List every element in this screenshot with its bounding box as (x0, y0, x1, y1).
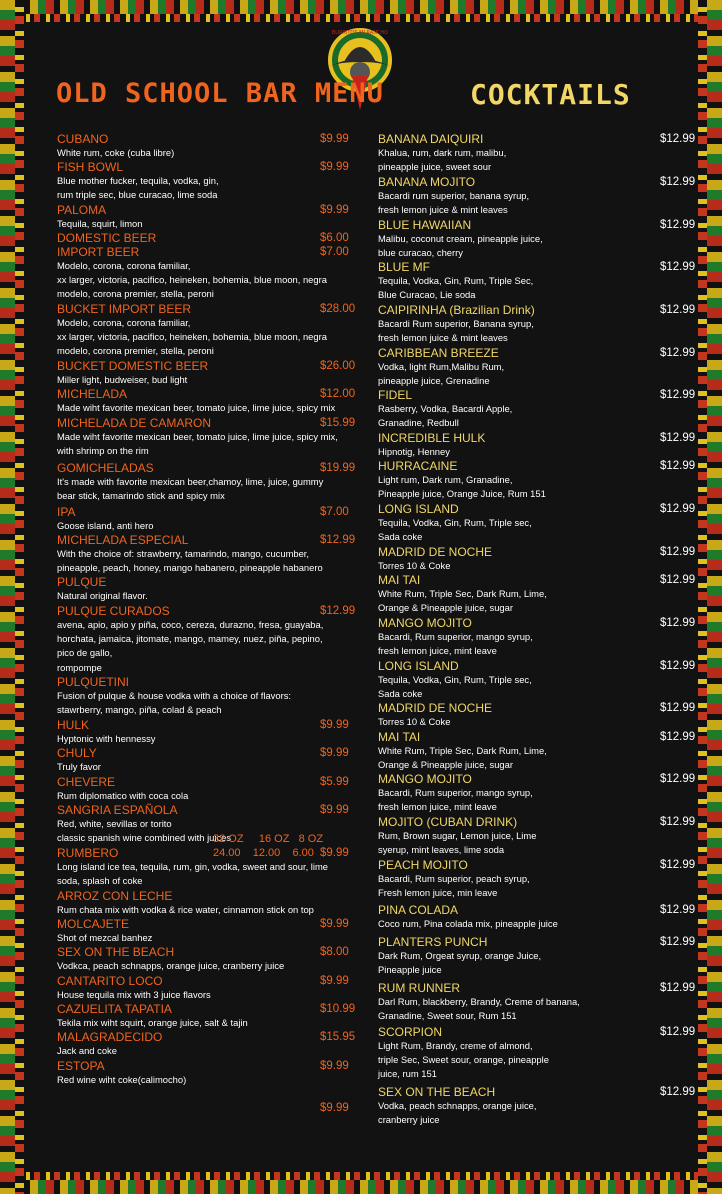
menu-item (57, 231, 357, 245)
item-price: $12.99 (660, 904, 696, 916)
item-price: $9.99 (320, 204, 349, 216)
menu-item (378, 502, 700, 544)
item-name: FIDEL (378, 388, 413, 402)
item-description: Truly favor (57, 761, 101, 772)
item-price: $9.99 (320, 918, 349, 930)
menu-item (57, 505, 357, 533)
item-name: SEX ON THE BEACH (378, 1085, 496, 1099)
item-name: BLUE MF (378, 260, 431, 274)
item-price: $28.00 (320, 303, 356, 315)
menu-item (378, 858, 700, 900)
item-description: Rum chata mix with vodka & rice water, cinnamon stick on top (57, 904, 314, 915)
item-name: PULQUE CURADOS (57, 604, 170, 618)
item-name: PULQUE (57, 575, 107, 589)
item-name: IMPORT BEER (57, 245, 140, 259)
item-description: Modelo, corona, corona familiar, xx larger, victoria, pacifico, heineken, bohemia, blue moon, negra modelo, corona premier, stella, peroni (57, 260, 327, 300)
menu-item (57, 974, 357, 1002)
item-name: PALOMA (57, 203, 107, 217)
item-name: PULQUETINI (57, 675, 130, 689)
menu-item (57, 746, 357, 774)
item-description: It's made with favorite mexican beer,chamoy, lime, juice, gummy bear stick, tamarindo stick and spicy mix (57, 476, 324, 502)
menu-item (378, 1085, 700, 1127)
item-price: $9.99 (320, 975, 349, 987)
menu-item (378, 815, 700, 857)
item-name: MOLCAJETE (57, 917, 130, 931)
item-name: CHEVERE (57, 775, 116, 789)
menu-item (57, 387, 357, 415)
item-name: MOJITO (CUBAN DRINK) (378, 815, 518, 829)
item-name: LONG ISLAND (378, 502, 459, 516)
item-name: HULK (57, 718, 90, 732)
item-name: MALAGRADECIDO (57, 1030, 163, 1044)
item-name: DOMESTIC BEER (57, 231, 157, 245)
item-description: House tequila mix with 3 juice flavors (57, 989, 211, 1000)
item-name: SEX ON THE BEACH (57, 945, 175, 959)
item-description: Light Rum, Brandy, creme of almond, triple Sec, Sweet sour, orange, pineapple juice, rum 151 (378, 1040, 549, 1080)
item-description: Modelo, corona, corona familiar, xx larger, victoria, pacifico, heineken, bohemia, blue moon, negra modelo, corona premier, stella, peroni (57, 317, 327, 357)
menu-item (378, 132, 700, 174)
menu-item (57, 575, 357, 603)
item-name: MADRID DE NOCHE (378, 545, 493, 559)
item-description: White rum, coke (cuba libre) (57, 147, 175, 158)
menu-item (378, 175, 700, 217)
item-name: HURRACAINE (378, 459, 458, 473)
item-name: BUCKET DOMESTIC BEER (57, 359, 209, 373)
item-description: Darl Rum, blackberry, Brandy, Creme of banana, Granadine, Sweet sour, Rum 151 (378, 996, 580, 1022)
item-price: $12.99 (660, 574, 696, 586)
item-price: $12.99 (660, 389, 696, 401)
item-description: White Rum, Triple Sec, Dark Rum, Lime, Orange & Pineapple juice, sugar (378, 745, 547, 771)
menu-item (57, 416, 357, 458)
menu-item (57, 533, 357, 575)
item-price: $9.99 (320, 804, 349, 816)
item-name: FISH BOWL (57, 160, 124, 174)
item-price: $26.00 (320, 360, 356, 372)
menu-item (378, 545, 700, 573)
item-description: avena, apio, apio y piña, coco, cereza, durazno, fresa, guayaba, horchata, jamaica, jitomate, mango, mamey, nuez, piña, pepino, pico de gallo, rompompe (57, 619, 324, 673)
item-description: Light rum, Dark rum, Granadine, Pineapple juice, Orange Juice, Rum 151 (378, 474, 546, 500)
item-price: $12.99 (660, 1026, 696, 1038)
item-description: Tequila, Vodka, Gin, Rum, Triple sec, Sada coke (378, 517, 532, 543)
item-name: CUBANO (57, 132, 109, 146)
item-description: Blue mother fucker, tequila, vodka, gin, rum triple sec, blue curacao, lime soda (57, 175, 219, 201)
menu-item (378, 303, 700, 345)
item-price: $15.95 (320, 1031, 356, 1043)
item-description: Miller light, budweiser, bud light (57, 374, 188, 385)
item-description: Fusion of pulque & house vodka with a choice of flavors: stawrberry, mango, piña, colad & peach (57, 690, 291, 716)
item-description: Long island ice tea, tequila, rum, gin, vodka, sweet and sour, lime soda, splash of coke (57, 861, 328, 887)
menu-item (57, 718, 357, 746)
item-price: $12.99 (660, 617, 696, 629)
menu-item (378, 218, 700, 260)
menu-item (378, 431, 700, 459)
logo-text: BURRITOS MI RANCHO (331, 30, 389, 36)
item-price: $12.99 (660, 859, 696, 871)
item-description: Hipnotig, Henney (378, 446, 450, 457)
item-name: PINA COLADA (378, 903, 459, 917)
item-name: BANANA MOJITO (378, 175, 476, 189)
sizes-prices: 24.00 12.00 6.00 (213, 847, 314, 859)
decorative-border-right (698, 0, 722, 1194)
menu-item (57, 245, 357, 302)
item-description: Torres 10 & Coke (378, 560, 451, 571)
item-name: MANGO MOJITO (378, 772, 472, 786)
menu-item (378, 616, 700, 658)
item-price: $12.99 (660, 816, 696, 828)
item-price: $9.99 (320, 847, 349, 859)
menu-item (57, 1030, 357, 1058)
item-price: $12.99 (660, 304, 696, 316)
item-name: MANGO MOJITO (378, 616, 472, 630)
item-description: Torres 10 & Coke (378, 716, 451, 727)
menu-item (57, 160, 357, 202)
menu-item (57, 604, 357, 675)
item-price: $12.99 (320, 605, 356, 617)
item-description: Vodka, light Rum,Malibu Rum, pineapple juice, Grenadine (378, 361, 505, 387)
item-name: LONG ISLAND (378, 659, 459, 673)
item-price: $12.99 (660, 731, 696, 743)
item-name: ARROZ CON LECHE (57, 889, 173, 903)
item-name: CARIBBEAN BREEZE (378, 346, 499, 360)
item-description: Bacardi, Rum superior, mango syrup, fresh lemon juice, mint leave (378, 631, 533, 657)
item-description: Goose island, anti hero (57, 520, 154, 531)
menu-item (378, 388, 700, 430)
item-name: GOMICHELADAS (57, 461, 154, 475)
item-name: MAI TAI (378, 573, 421, 587)
item-name: ESTOPA (57, 1059, 105, 1073)
item-price: $12.99 (660, 660, 696, 672)
item-description: Malibu, coconut cream, pineapple juice, blue curacao, cherry (378, 233, 543, 259)
item-name: CAIPIRINHA (Brazilian Drink) (378, 303, 535, 317)
item-price: $9.99 (320, 719, 349, 731)
item-price: $12.99 (660, 133, 696, 145)
menu-item (57, 675, 357, 717)
item-price: $9.99 (320, 161, 349, 173)
sangria-size-prices (213, 832, 323, 860)
menu-item (57, 917, 357, 945)
menu-item (378, 903, 700, 931)
item-name: BANANA DAIQUIRI (378, 132, 484, 146)
item-name: INCREDIBLE HULK (378, 431, 486, 445)
item-name: MICHELADA (57, 387, 128, 401)
item-description: Bacardi, Rum superior, mango syrup, fresh lemon juice, mint leave (378, 787, 533, 813)
menu-item (378, 573, 700, 615)
item-name: CANTARITO LOCO (57, 974, 163, 988)
item-price: $12.99 (660, 219, 696, 231)
menu-item (378, 981, 700, 1023)
item-price: $12.99 (660, 982, 696, 994)
menu-item (57, 132, 357, 160)
item-description: Tequila, squirt, limon (57, 218, 143, 229)
item-price: $12.99 (660, 460, 696, 472)
menu-item (378, 772, 700, 814)
item-description: White Rum, Triple Sec, Dark Rum, Lime, Orange & Pineapple juice, sugar (378, 588, 547, 614)
item-name: MICHELADA ESPECIAL (57, 533, 189, 547)
item-description: Natural original flavor. (57, 590, 148, 601)
item-description: Made wiht favorite mexican beer, tomato juice, lime juice, spicy mix (57, 402, 336, 413)
item-name: BUCKET IMPORT BEER (57, 302, 192, 316)
item-price: $7.00 (320, 246, 349, 258)
item-price: $12.99 (660, 773, 696, 785)
menu-title: OLD SCHOOL BAR MENU (56, 78, 384, 109)
item-price: $10.99 (320, 1003, 356, 1015)
item-name: MADRID DE NOCHE (378, 701, 493, 715)
menu-item (57, 945, 357, 973)
item-price: $7.00 (320, 506, 349, 518)
item-price: $15.99 (320, 417, 356, 429)
item-price: $5.99 (320, 776, 349, 788)
menu-item (57, 889, 357, 917)
item-description: Bacardi Rum superior, Banana syrup, fresh lemon juice & mint leaves (378, 318, 534, 344)
menu-item (57, 203, 357, 231)
menu-item (378, 730, 700, 772)
menu-item (378, 935, 700, 977)
item-name: RUMBERO (57, 846, 119, 860)
item-description: Tekila mix wiht squirt, orange juice, salt & tajin (57, 1017, 248, 1028)
item-description: Red wine wiht coke(calimocho) (57, 1074, 187, 1085)
menu-item (378, 260, 700, 302)
item-name: PLANTERS PUNCH (378, 935, 488, 949)
item-name: IPA (57, 505, 76, 519)
trailing-price: $9.99 (320, 1102, 349, 1114)
item-price: $6.00 (320, 232, 349, 244)
menu-item (57, 359, 357, 387)
item-price: $9.99 (320, 1060, 349, 1072)
item-description: Tequila, Vodka, Gin, Rum, Triple sec, Sada coke (378, 674, 532, 700)
item-name: PEACH MOJITO (378, 858, 468, 872)
item-description: Made wiht favorite mexican beer, tomato juice, lime juice, spicy mix, with shrimp on the rim (57, 431, 338, 457)
item-name: SCORPION (378, 1025, 443, 1039)
item-price: $12.99 (660, 432, 696, 444)
item-description: Vodkca, peach schnapps, orange juice, cranberry juice (57, 960, 285, 971)
item-description: Shot of mezcal banhez (57, 932, 153, 943)
item-description: Red, white, sevillas or torito classic spanish wine combined with juices (57, 818, 232, 844)
item-name: SANGRIA ESPAÑOLA (57, 803, 178, 817)
item-name: CAZUELITA TAPATIA (57, 1002, 172, 1016)
menu-item (378, 1025, 700, 1082)
item-name: MICHELADA DE CAMARON (57, 416, 212, 430)
item-price: $12.99 (660, 347, 696, 359)
item-price: $12.99 (660, 261, 696, 273)
item-description: Khalua, rum, dark rum, malibu, pineapple juice, sweet sour (378, 147, 507, 173)
item-price: $8.00 (320, 946, 349, 958)
decorative-border-left (0, 0, 24, 1194)
sizes-labels: 32 OZ 16 OZ 8 OZ (213, 833, 324, 845)
menu-item (378, 659, 700, 701)
item-description: Rasberry, Vodka, Bacardi Apple, Granadine, Redbull (378, 403, 513, 429)
item-description: Coco rum, Pina colada mix, pineapple juice (378, 918, 558, 929)
cocktails-title: COCKTAILS (470, 78, 631, 111)
decorative-border-bottom (0, 1172, 722, 1194)
menu-item (57, 775, 357, 803)
item-description: Jack and coke (57, 1045, 117, 1056)
item-description: Bacardi, Rum superior, peach syrup, Fresh lemon juice, min leave (378, 873, 530, 899)
item-price: $9.99 (320, 747, 349, 759)
item-price: $19.99 (320, 462, 356, 474)
item-price: $9.99 (320, 133, 349, 145)
item-description: Rum, Brown sugar, Lemon juice, Lime syerup, mint leaves, lime soda (378, 830, 537, 856)
item-price: $12.99 (320, 534, 356, 546)
menu-item (57, 1002, 357, 1030)
item-description: Rum diplomatico with coca cola (57, 790, 189, 801)
menu-item (378, 346, 700, 388)
menu-item (378, 459, 700, 501)
item-description: Tequila, Vodka, Gin, Rum, Triple Sec, Blue Curacao, Lie soda (378, 275, 534, 301)
item-price: $12.00 (320, 388, 356, 400)
item-description: Vodka, peach schnapps, orange juice, cranberry juice (378, 1100, 537, 1126)
item-name: MAI TAI (378, 730, 421, 744)
item-name: BLUE HAWAIIAN (378, 218, 472, 232)
item-description: With the choice of: strawberry, tamarindo, mango, cucumber, pineapple, peach, honey, mango habanero, pineapple habanero (57, 548, 323, 574)
item-description: Hyptonic with hennessy (57, 733, 156, 744)
item-description: Bacardi rum superior, banana syrup, fresh lemon juice & mint leaves (378, 190, 530, 216)
menu-item (378, 701, 700, 729)
item-price: $12.99 (660, 702, 696, 714)
item-price: $12.99 (660, 546, 696, 558)
item-name: CHULY (57, 746, 97, 760)
menu-item (57, 1059, 357, 1087)
decorative-border-top (0, 0, 722, 22)
item-description: Dark Rum, Orgeat syrup, orange Juice, Pineapple juice (378, 950, 542, 976)
item-price: $12.99 (660, 1086, 696, 1098)
item-price: $12.99 (660, 176, 696, 188)
menu-item (57, 302, 357, 359)
menu-item (57, 461, 357, 503)
item-name: RUM RUNNER (378, 981, 460, 995)
item-price: $12.99 (660, 936, 696, 948)
item-price: $12.99 (660, 503, 696, 515)
